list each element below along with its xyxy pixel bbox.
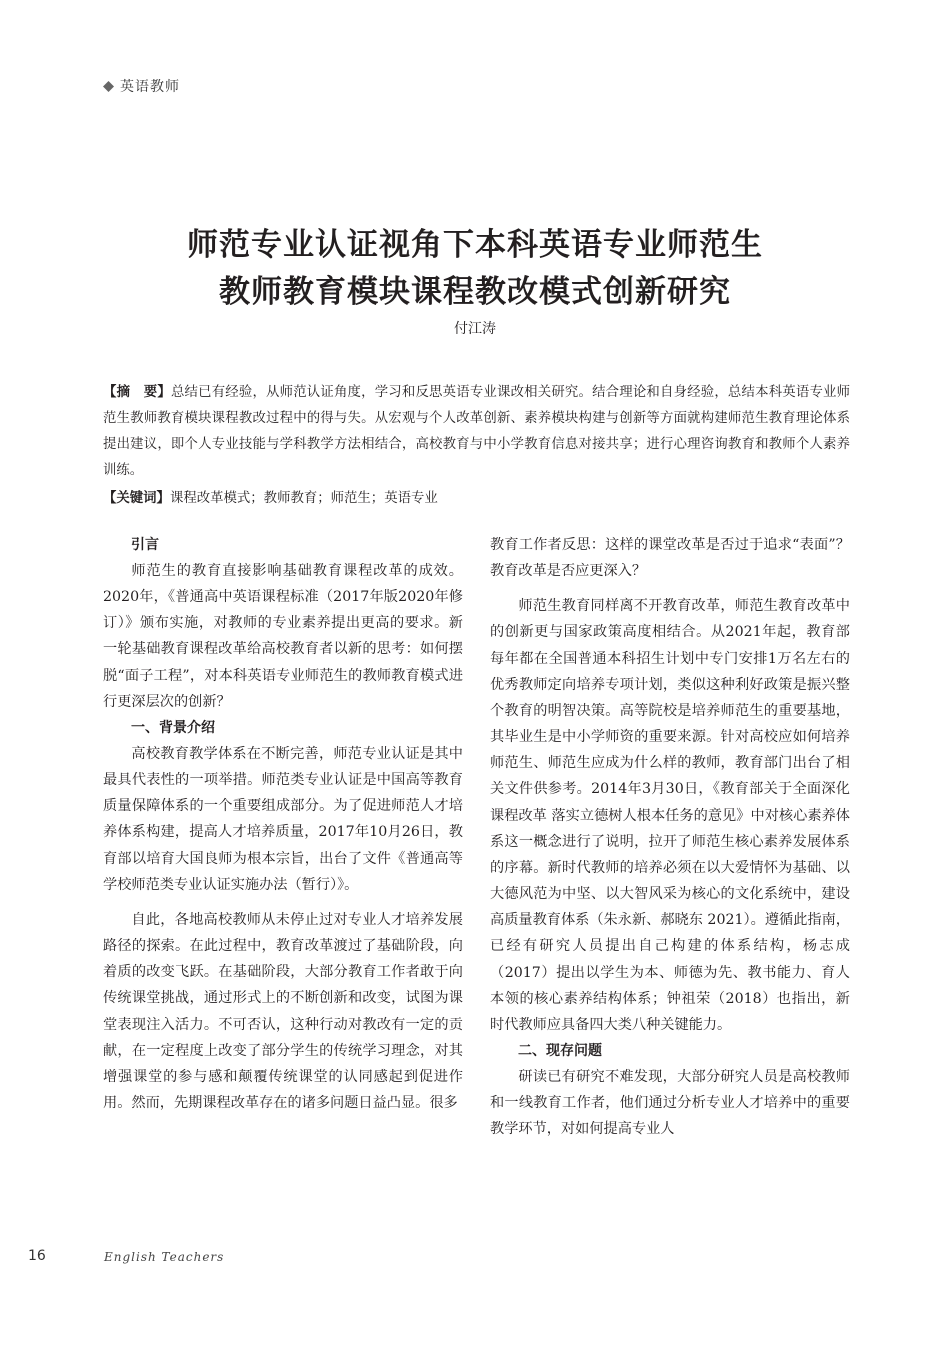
- section-1-heading: 一、背景介绍: [131, 719, 215, 736]
- paragraph: 高校教育教学体系在不断完善，师范专业认证是其中最具代表性的一项举措。师范类专业认证是中国高等教育质量保障体系的一个重要组成部分。为了促进师范人才培养体系构建，提高人才培养质量，2017年10月26日，教育部以培育大国良师为根本宗旨，出台了文件《普通高等学校师范类专业认证实施办法（暂行）》。: [103, 745, 463, 893]
- right-column: [490, 532, 850, 1142]
- paragraph: 师范生教育同样离不开教育改革，师范生教育改革中的创新更与国家政策高度相结合。从2021年起，教育部每年都在全国普通本科招生计划中专门安排1万名左右的优秀教师定向培养专项计划，类似这种利好政策是振兴整个教育的明智决策。高等院校是培养师范生的重要基地，其毕业生是中小学师资的重要来源。针对高校应如何培养师范生、师范生应成为什么样的教师，教育部门出台了相关文件供参考。2014年3月30日，《教育部关于全面深化课程改革 落实立德树人根本任务的意见》中对核心素养体系这一概念进行了说明，拉开了师范生核心素养发展体系的序幕。新时代教师的培养必须在以大爱情怀为基础、以大德风范为中坚、以大智风采为核心的文化系统中，建设高质量教育体系（朱永新、郝晓东 2021）。遵循此指南，已经有研究人员提出自己构建的体系结构，杨志成（2017）提出以学生为本、师德为先、教书能力、育人本领的核心素养结构体系；钟祖荣（2018）也指出，新时代教师应具备四大类八种关键能力。: [490, 598, 850, 1033]
- journal-tag: 英语教师: [120, 79, 180, 95]
- title-line-2: 教师教育模块课程教改模式创新研究: [219, 274, 731, 310]
- keywords: [103, 486, 850, 512]
- intro-heading: 引言: [131, 537, 159, 553]
- paragraph: 师范生的教育直接影响基础教育课程改革的成效。2020年，《普通高中英语课程标准（2017年版2020年修订）》颁布实施，对教师的专业素养提出更高的要求。新一轮基础教育课程改革给高校教育者以新的思考：如何摆脱“面子工程”，对本科英语专业师范生的教师教育模式进行更深层次的创新？: [103, 563, 463, 710]
- abstract-text: 总结已有经验，从师范认证角度，学习和反思英语专业课改相关研究。结合理论和自身经验，总结本科英语专业师范生教师教育模块课程教改过程中的得与失。从宏观与个人改革创新、素养模块构建与创新等方面就构建师范生教育理论体系提出建议，即个人专业技能与学科教学方法相结合，高校教育与中小学教育信息对接共享；进行心理咨询教育和教师个人素养训练。: [103, 385, 851, 478]
- abstract-label: 【摘 要】: [103, 385, 171, 400]
- abstract: [103, 380, 850, 484]
- section-2-heading: 二、现存问题: [518, 1042, 602, 1059]
- keywords-label: 【关键词】: [103, 491, 170, 506]
- diamond-icon: [103, 81, 114, 92]
- title-line-1: 师范专业认证视角下本科英语专业师范生: [187, 227, 763, 263]
- journal-name: English Teachers: [104, 1250, 225, 1264]
- paragraph: 自此，各地高校教师从未停止过对专业人才培养发展路径的探索。在此过程中，教育改革渡过了基础阶段，向着质的改变飞跃。在基础阶段，大部分教育工作者敢于向传统课堂挑战，通过形式上的不断创新和改变，试图为课堂表现注入活力。不可否认，这种行动对教改有一定的贡献，在一定程度上改变了部分学生的传统学习理念，对其增强课堂的参与感和颠覆传统课堂的认同感起到促进作用。然而，先期课程改革存在的诸多问题日益凸显。很多: [103, 911, 463, 1111]
- page-number: 16: [28, 1248, 46, 1264]
- author: 付江涛: [454, 321, 496, 337]
- running-header: [103, 76, 180, 96]
- paragraph-continued: 教育工作者反思：这样的课堂改革是否过于追求“表面”？教育改革是否应更深入？: [490, 537, 850, 580]
- keywords-text: 课程改革模式；教师教育；师范生；英语专业: [169, 491, 438, 506]
- paragraph: 研读已有研究不难发现，大部分研究人员是高校教师和一线教育工作者，他们通过分析专业人才培养中的重要教学环节，对如何提高专业人: [490, 1068, 850, 1138]
- left-column: [103, 532, 463, 1116]
